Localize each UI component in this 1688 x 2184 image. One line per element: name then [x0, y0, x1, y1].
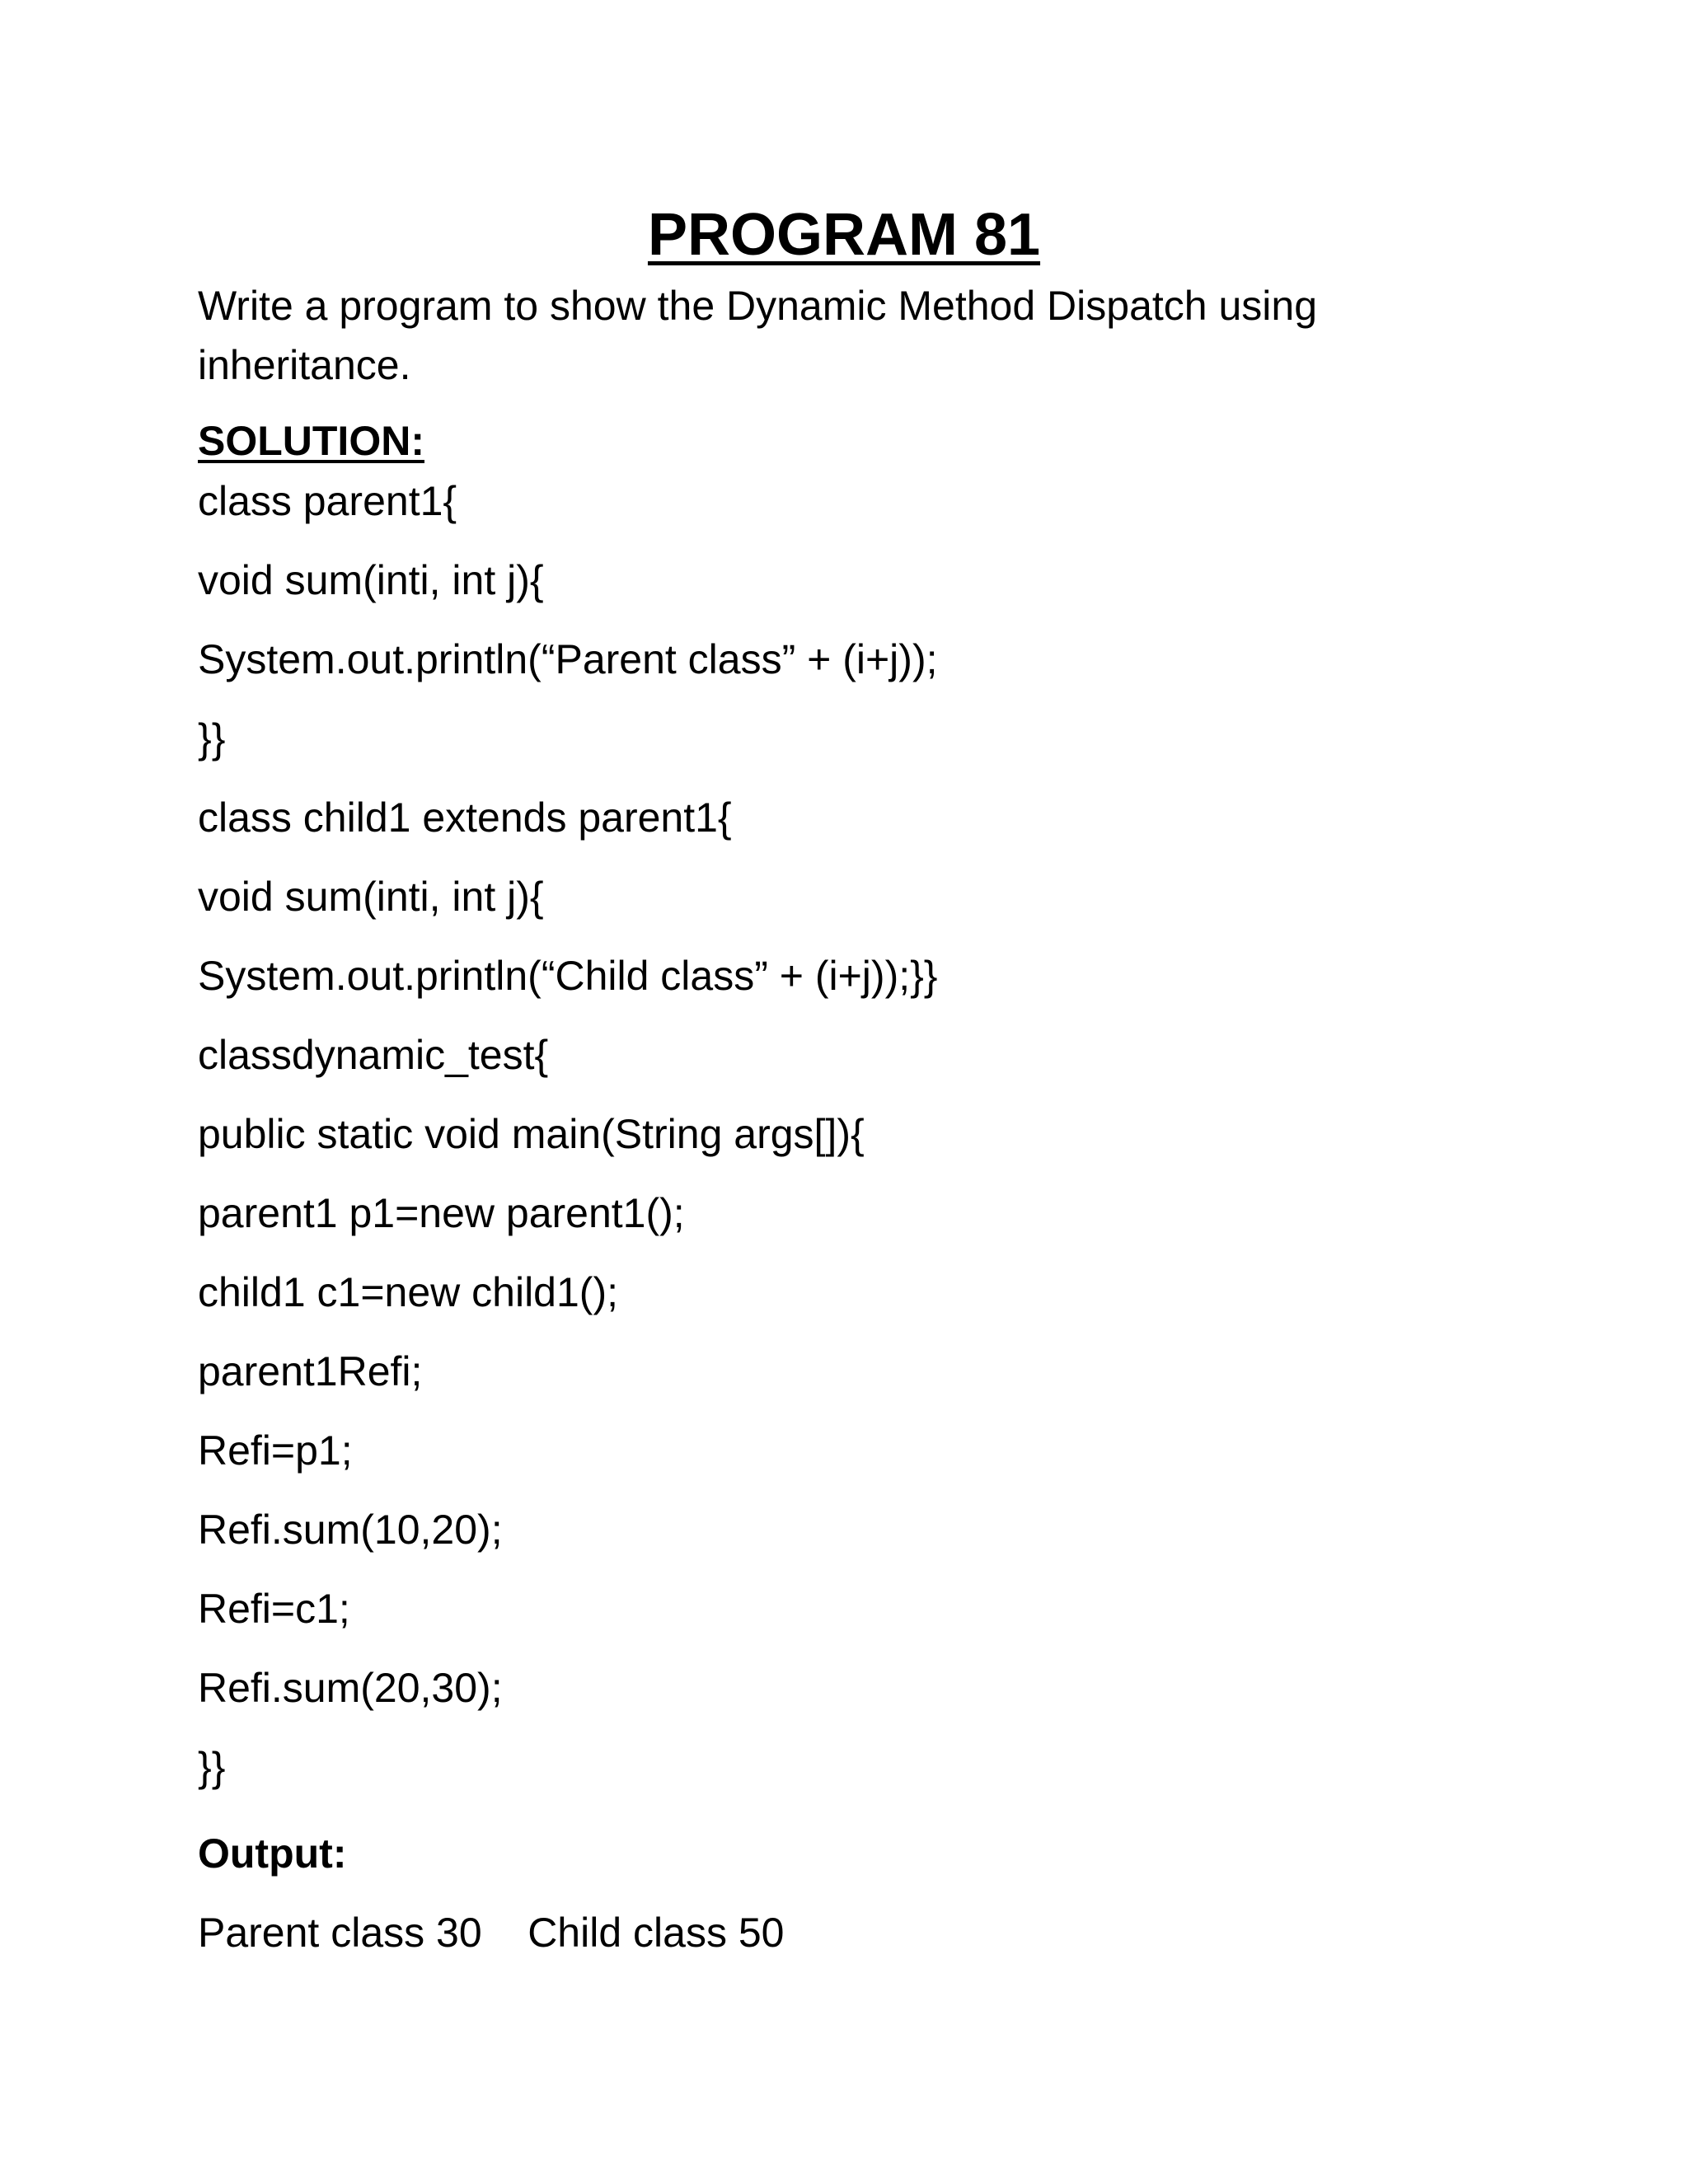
output-heading: Output:	[198, 1830, 347, 1877]
code-line: Refi=c1;	[198, 1586, 350, 1632]
code-line: class child1 extends parent1{	[198, 794, 732, 841]
solution-heading: SOLUTION:	[198, 418, 424, 464]
code-line: }}	[198, 1744, 226, 1790]
code-line: System.out.println(“Parent class” + (i+j));	[198, 636, 938, 682]
question-text: Write a program to show the Dynamic Method Dispatch using inheritance.	[198, 283, 1318, 388]
page-title	[0, 198, 1688, 272]
program-title: PROGRAM 81	[647, 202, 1041, 268]
code-line: parent1Refi;	[198, 1348, 423, 1394]
code-line: }}	[198, 715, 226, 762]
code-line: classdynamic_test{	[198, 1032, 549, 1078]
code-line: parent1 p1=new parent1();	[198, 1190, 685, 1236]
code-line: System.out.println(“Child class” + (i+j));}}	[198, 953, 938, 999]
code-line: Refi.sum(10,20);	[198, 1507, 503, 1553]
code-line: class parent1{	[198, 478, 457, 524]
code-line: void sum(inti, int j){	[198, 874, 544, 920]
code-line: public static void main(String args[]){	[198, 1111, 865, 1157]
code-line: Refi=p1;	[198, 1427, 353, 1474]
code-line: Refi.sum(20,30);	[198, 1665, 503, 1711]
code-line: child1 c1=new child1();	[198, 1269, 618, 1315]
code-line: void sum(inti, int j){	[198, 557, 544, 603]
output-text: Parent class 30 Child class 50	[198, 1910, 785, 1956]
code-block	[198, 471, 938, 1816]
